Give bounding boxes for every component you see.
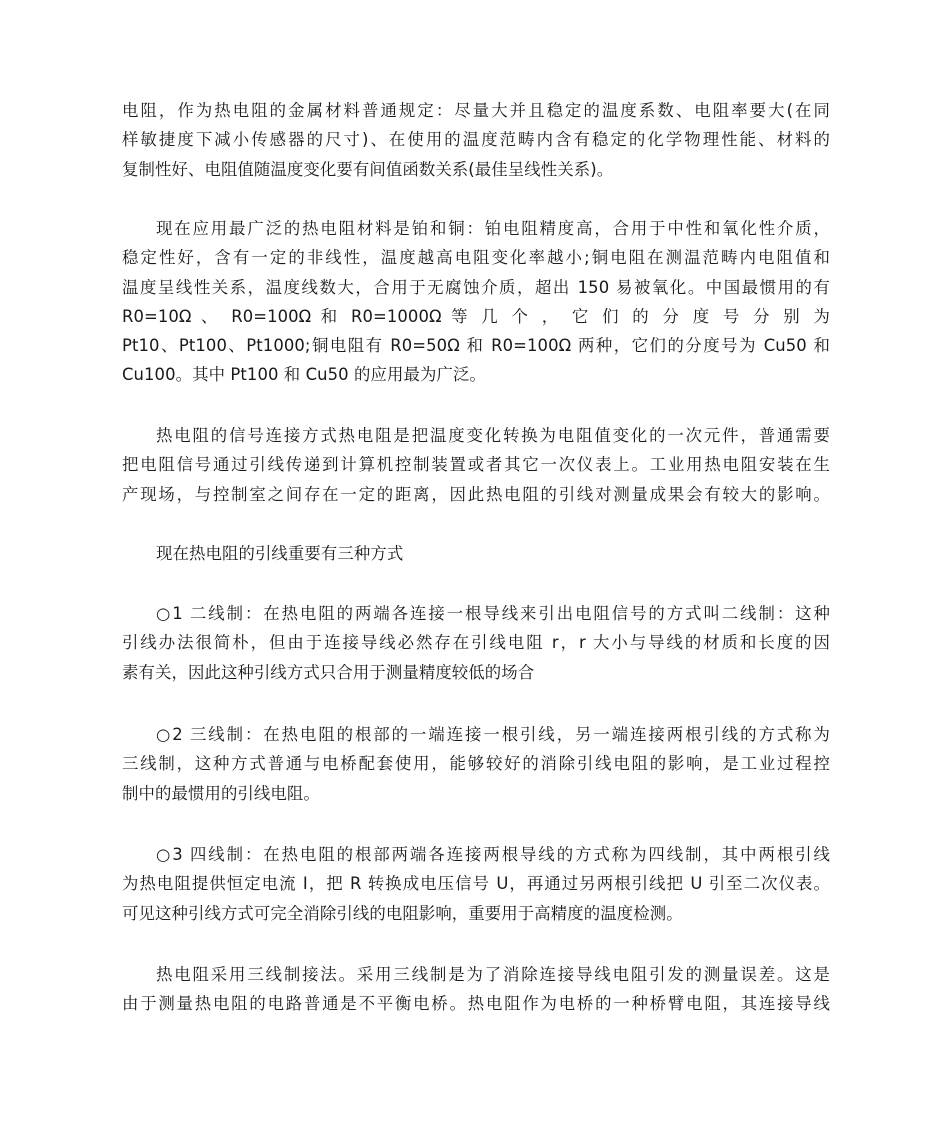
- text-line: ○1 二线制：在热电阻的两端各连接一根导线来引出电阻信号的方式叫二线制：这种: [156, 604, 830, 623]
- text-line: 素有关，因此这种引线方式只合用于测量精度较低的场合: [122, 662, 535, 682]
- text-line: 三线制，这种方式普通与电桥配套使用，能够较好的消除引线电阻的影响，是工业过程控: [122, 754, 830, 774]
- text-line: 为热电阻提供恒定电流 I，把 R 转换成电压信号 U，再通过另两根引线把 U 引至二次仪表。: [122, 874, 830, 894]
- paragraph-four-wire: [122, 840, 830, 928]
- paragraph-three-wire-connection: [122, 960, 830, 1019]
- text-line: 稳定性好，含有一定的非线性，温度越高电阻变化率越小;铜电阻在测温范畴内电阻值和: [122, 248, 830, 268]
- text-line: 温度呈线性关系，温度线数大，合用于无腐蚀介质，超出 150 易被氧化。中国最惯用的有: [122, 277, 830, 297]
- text-line: 把电阻信号通过引线传递到计算机控制装置或者其它一次仪表上。工业用热电阻安装在生: [122, 455, 830, 475]
- paragraph-platinum-copper: [122, 214, 830, 390]
- text-line: 引线办法很简朴，但由于连接导线必然存在引线电阻 r，r 大小与导线的材质和长度的因: [122, 633, 830, 653]
- text-line: 现在应用最广泛的热电阻材料是铂和铜：铂电阻精度高，合用于中性和氧化性介质，: [156, 219, 830, 238]
- text-line: 现在热电阻的引线重要有三种方式: [156, 544, 404, 563]
- text-line: 可见这种引线方式可完全消除引线的电阻影响，重要用于高精度的温度检测。: [122, 903, 683, 923]
- text-line: 样敏捷度下减小传感器的尺寸)、在使用的温度范畴内含有稳定的化学物理性能、材料的: [122, 130, 830, 150]
- text-line: 复制性好、电阻值随温度变化要有间值函数关系(最佳呈线性关系)。: [122, 159, 614, 179]
- text-line: 热电阻采用三线制接法。采用三线制是为了消除连接导线电阻引发的测量误差。这是: [156, 965, 830, 984]
- paragraph-signal-connection: [122, 421, 830, 509]
- text-line: 热电阻的信号连接方式热电阻是把温度变化转换为电阻值变化的一次元件，普通需要: [156, 426, 830, 445]
- text-line: Pt10、Pt100、Pt1000;铜电阻有 R0=50Ω 和 R0=100Ω 两种，它们的分度号为 Cu50 和: [122, 336, 830, 356]
- text-line: R0=10Ω 、 R0=100Ω 和 R0=1000Ω 等 几 个 ， 它 们 的 分 度 号 分 别 为: [122, 306, 830, 326]
- paragraph-two-wire: [122, 599, 830, 687]
- paragraph-rtd-material-requirements: [122, 96, 830, 184]
- paragraph-three-methods: [122, 539, 830, 568]
- text-line: 由于测量热电阻的电路普通是不平衡电桥。热电阻作为电桥的一种桥臂电阻，其连接导线: [122, 994, 830, 1014]
- text-line: ○3 四线制：在热电阻的根部两端各连接两根导线的方式称为四线制，其中两根引线: [156, 845, 830, 864]
- paragraph-three-wire: [122, 720, 830, 808]
- text-line: 电阻，作为热电阻的金属材料普通规定：尽量大并且稳定的温度系数、电阻率要大(在同: [122, 101, 830, 120]
- text-line: ○2 三线制：在热电阻的根部的一端连接一根引线，另一端连接两根引线的方式称为: [156, 725, 830, 744]
- text-line: 制中的最惯用的引线电阻。: [122, 783, 320, 803]
- text-line: Cu100。其中 Pt100 和 Cu50 的应用最为广泛。: [122, 365, 486, 385]
- text-line: 产现场，与控制室之间存在一定的距离，因此热电阻的引线对测量成果会有较大的影响。: [122, 484, 830, 504]
